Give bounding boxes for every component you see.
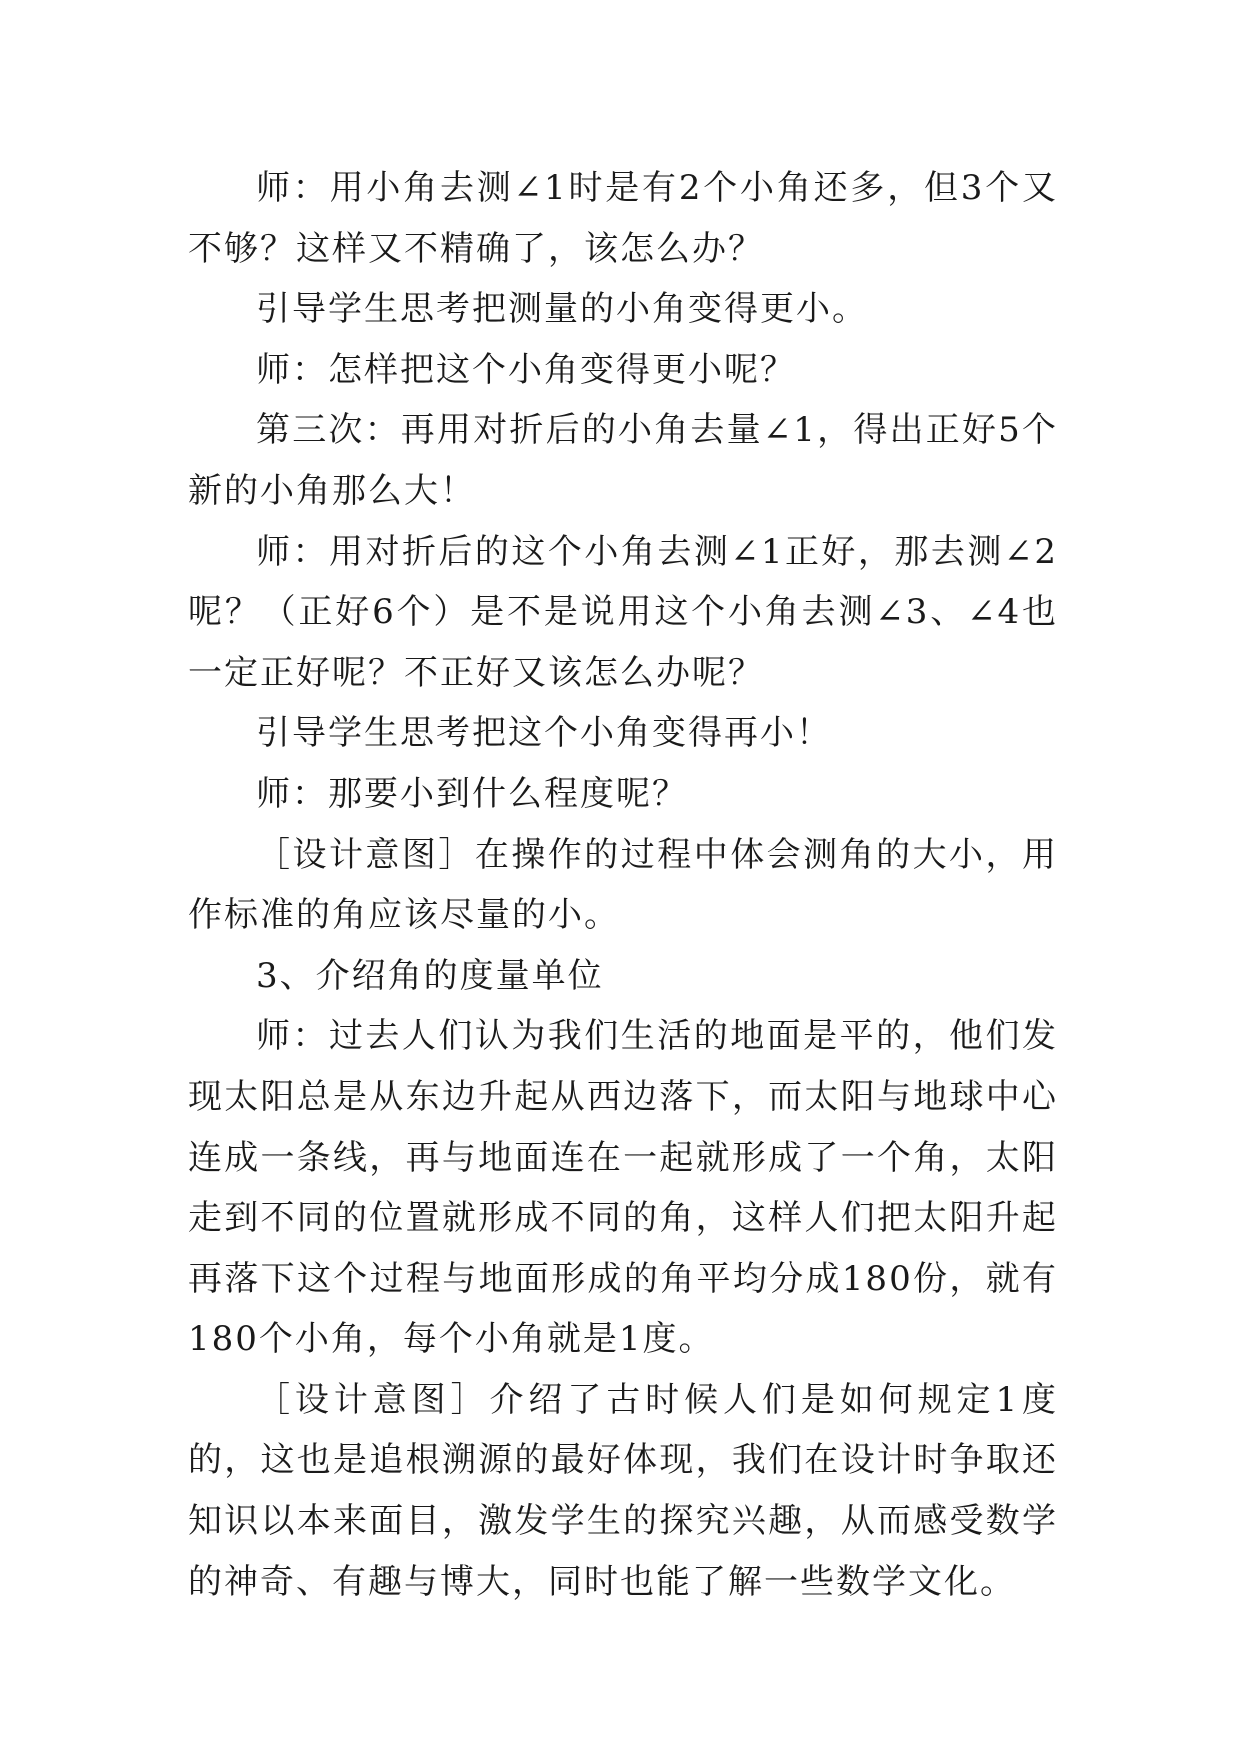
paragraph-teacher-question-4: 师：那要小到什么程度呢？ (256, 773, 688, 814)
paragraph-teacher-question-2: 师：怎样把这个小角变得更小呢？ (256, 349, 796, 390)
paragraph-design-intent-2: ［设计意图］介绍了古时候人们是如何规定1度的，这也是追根溯源的最好体现，我们在设计时争取还知识以本来面目，激发学生的探究兴趣，从而感受数学的神奇、有趣与博大，同时也能了解一些数学文化。 (188, 1379, 1058, 1602)
section-heading-degree-unit: 3、介绍角的度量单位 (256, 955, 604, 996)
paragraph-teacher-question-3: 师：用对折后的这个小角去测∠1正好，那去测∠2呢？（正好6个）是不是说用这个小角去测∠3、∠4也一定正好呢？不正好又该怎么办呢？ (188, 531, 1058, 693)
document-page (188, 158, 1058, 1612)
paragraph-guide-even-smaller: 引导学生思考把这个小角变得再小！ (256, 713, 832, 754)
paragraph-design-intent-1: ［设计意图］在操作的过程中体会测角的大小，用作标准的角应该尽量的小。 (188, 834, 1058, 936)
paragraph-teacher-history: 师：过去人们认为我们生活的地面是平的，他们发现太阳总是从东边升起从西边落下，而太阳与地球中心连成一条线，再与地面连在一起就形成了一个角，太阳走到不同的位置就形成不同的角，这样人们把太阳升起再落下这个过程与地面形成的角平均分成180份，就有180个小角，每个小角就是1度。 (188, 1016, 1058, 1360)
paragraph-third-attempt: 第三次：再用对折后的小角去量∠1，得出正好5个新的小角那么大！ (188, 410, 1058, 511)
paragraph-guide-smaller: 引导学生思考把测量的小角变得更小。 (256, 289, 868, 330)
paragraph-teacher-question-1: 师：用小角去测∠1时是有2个小角还多，但3个又不够？这样又不精确了，该怎么办？ (188, 168, 1058, 269)
